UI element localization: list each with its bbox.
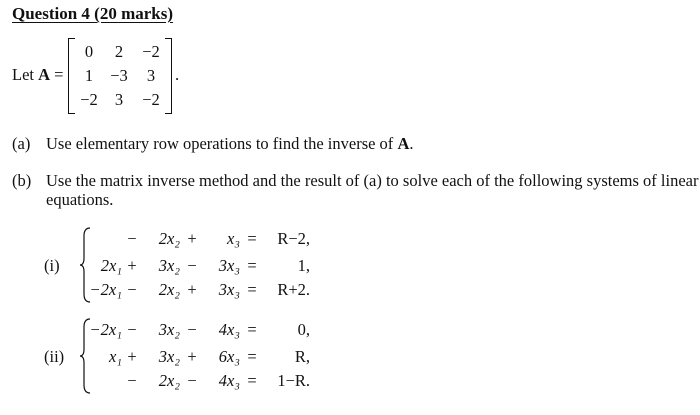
part-a-label: (a): [12, 134, 31, 153]
matrix-name: A: [38, 65, 51, 84]
rhs-value: 1−R.: [277, 371, 310, 390]
matrix-entry: 1: [84, 66, 94, 85]
equals: =: [247, 256, 257, 275]
term-x2: 3x₂: [158, 320, 180, 339]
part-b-label: (b): [12, 171, 32, 190]
question-heading: Question 4 (20 marks): [12, 4, 174, 23]
term-x2: 2x₂: [158, 229, 180, 248]
term-x2: 2x₂: [158, 280, 180, 299]
matrix-a: [68, 38, 172, 114]
matrix-entry: 0: [84, 42, 94, 61]
matrix-entry: −3: [110, 66, 128, 85]
term-x3: 4x₃: [218, 320, 240, 339]
part-a-end: .: [409, 134, 414, 153]
operator: −: [127, 371, 137, 390]
term-x3: 6x₃: [218, 347, 240, 366]
operator: −: [127, 280, 137, 299]
part-a-bold: A: [397, 134, 410, 153]
part-b-line1: Use the matrix inverse method and the result of (a) to solve each of the following systems of linear: [46, 171, 699, 190]
operator: −: [127, 229, 137, 248]
term-x1: −2x₁: [89, 280, 122, 299]
operator: −: [187, 371, 197, 390]
part-b-line2: equations.: [46, 190, 114, 209]
matrix-entry: −2: [142, 42, 160, 61]
term-x3: x₃: [226, 229, 240, 248]
term-x2: 3x₂: [158, 347, 180, 366]
matrix-intro: [12, 65, 63, 85]
operator: +: [127, 256, 137, 275]
term-x3: 3x₃: [218, 280, 240, 299]
part-a-text: [46, 134, 413, 154]
operator: −: [187, 256, 197, 275]
rhs-value: 0,: [297, 320, 310, 339]
system-ii-label: (ii): [44, 347, 65, 366]
term-x2: 3x₂: [158, 256, 180, 275]
equals-sign: =: [54, 65, 64, 84]
equals: =: [247, 371, 257, 390]
term-x1: x₁: [108, 347, 122, 366]
equals: =: [247, 280, 257, 299]
matrix-entry: 2: [114, 42, 124, 61]
rhs-value: 1,: [297, 256, 310, 275]
operator: +: [187, 229, 197, 248]
matrix-entry: −2: [142, 90, 160, 109]
matrix-entry: 3: [146, 66, 156, 85]
term-x1: −2x₁: [89, 320, 122, 339]
term-x3: 4x₃: [218, 371, 240, 390]
term-x2: 2x₂: [158, 371, 180, 390]
rhs-value: R−2,: [277, 229, 310, 248]
operator: −: [187, 320, 197, 339]
let-text: Let: [12, 65, 34, 84]
operator: +: [127, 347, 137, 366]
equals: =: [247, 320, 257, 339]
part-a-text-main: Use elementary row operations to find the inverse of: [46, 134, 394, 153]
rhs-value: R,: [294, 347, 310, 366]
operator: +: [187, 347, 197, 366]
right-bracket: [165, 38, 172, 114]
system-i-label: (i): [44, 256, 60, 275]
matrix-entry: −2: [80, 90, 98, 109]
equals: =: [247, 229, 257, 248]
equals: =: [247, 347, 257, 366]
operator: −: [127, 320, 137, 339]
term-x3: 3x₃: [218, 256, 240, 275]
matrix-period: .: [175, 65, 180, 84]
operator: +: [187, 280, 197, 299]
matrix-entry: 3: [114, 90, 124, 109]
term-x1: 2x₁: [100, 256, 122, 275]
rhs-value: R+2.: [277, 280, 310, 299]
